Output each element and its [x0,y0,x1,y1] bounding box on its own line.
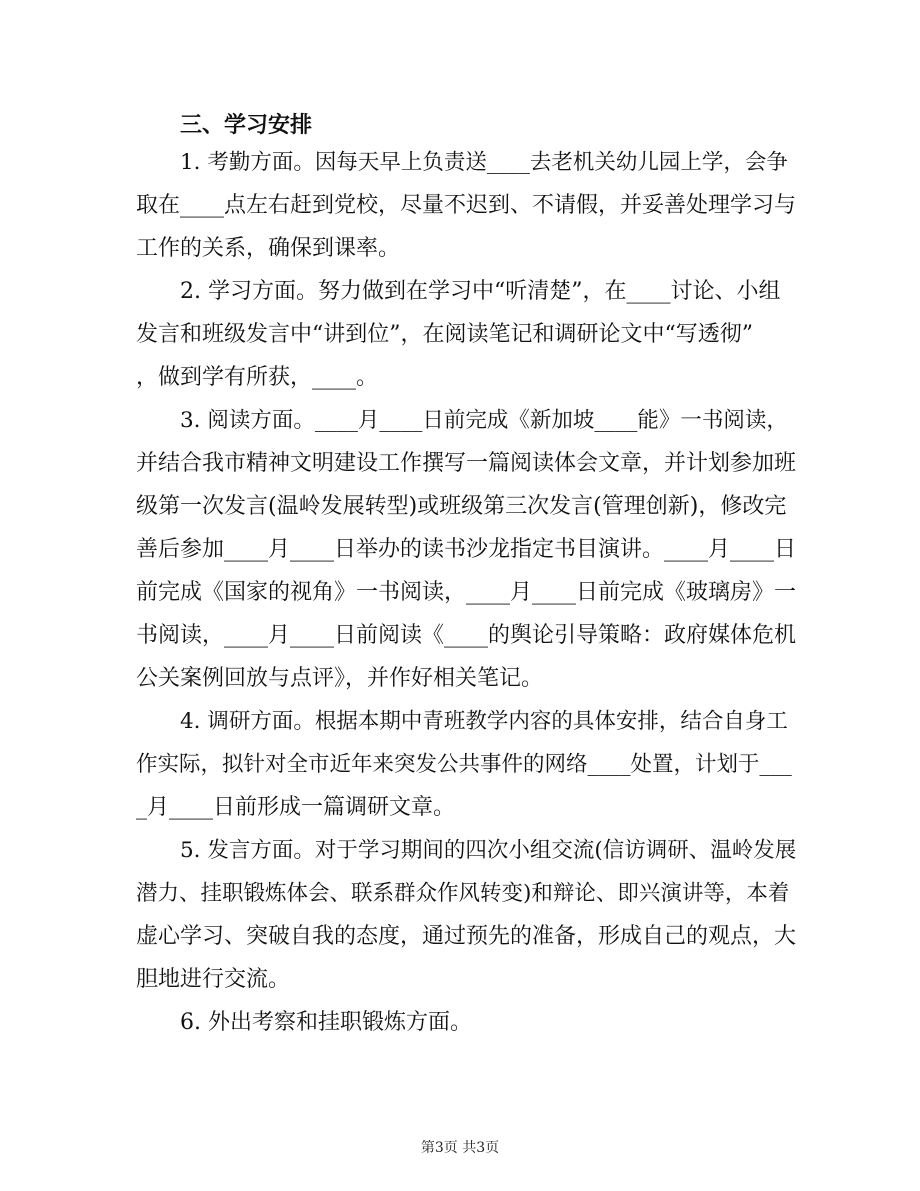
body-line: 发言和班级发言中“讲到位”，在阅读笔记和调研论文中“写透彻” [136,322,753,347]
body-line: 级第一次发言(温岭发展转型)或班级第三次发言(管理创新)，修改完 [136,494,787,519]
body-line: 善后参加____月____日举办的读书沙龙指定书目演讲。____月____日 [136,537,797,562]
body-line: ，做到学有所获，____。 [136,365,379,390]
body-line: 前完成《国家的视角》一书阅读，____月____日前完成《玻璃房》一 [136,580,797,605]
body-line: 并结合我市精神文明建设工作撰写一篇阅读体会文章，并计划参加班 [136,451,797,476]
body-line: 公关案例回放与点评》，并作好相关笔记。 [136,666,544,691]
body-line: 6. 外出考察和挂职锻炼方面。 [180,1010,472,1035]
body-line: 潜力、挂职锻炼体会、联系群众作风转变)和辩论、即兴演讲等，本着 [136,881,790,906]
body-line: 工作的关系，确保到课率。 [136,236,401,261]
body-line: 1. 考勤方面。因每天早上负责送____去老机关幼儿园上学，会争 [180,150,788,175]
body-line: 书阅读，____月____日前阅读《____的舆论引导策略：政府媒体危机 [136,623,797,648]
body-line: 作实际，拟针对全市近年来突发公共事件的网络____处置，计划于___ [136,752,792,777]
section-heading: 三、学习安排 [180,112,313,138]
body-line: 虚心学习、突破自我的态度，通过预先的准备，形成自己的观点，大 [136,924,797,949]
body-line: 2. 学习方面。努力做到在学习中“听清楚”，在____讨论、小组 [180,279,781,304]
body-line: _月____日前形成一篇调研文章。 [136,795,456,820]
body-line: 5. 发言方面。对于学习期间的四次小组交流(信访调研、温岭发展 [180,838,797,863]
page-footer: 第3页 共3页 [420,1140,500,1156]
body-line: 取在____点左右赶到党校，尽量不迟到、不请假，并妥善处理学习与 [136,193,797,218]
body-line: 胆地进行交流。 [136,967,291,992]
body-line: 3. 阅读方面。____月____日前完成《新加坡____能》一书阅读， [180,408,788,433]
body-line: 4. 调研方面。根据本期中青班教学内容的具体安排，结合自身工 [180,709,788,734]
